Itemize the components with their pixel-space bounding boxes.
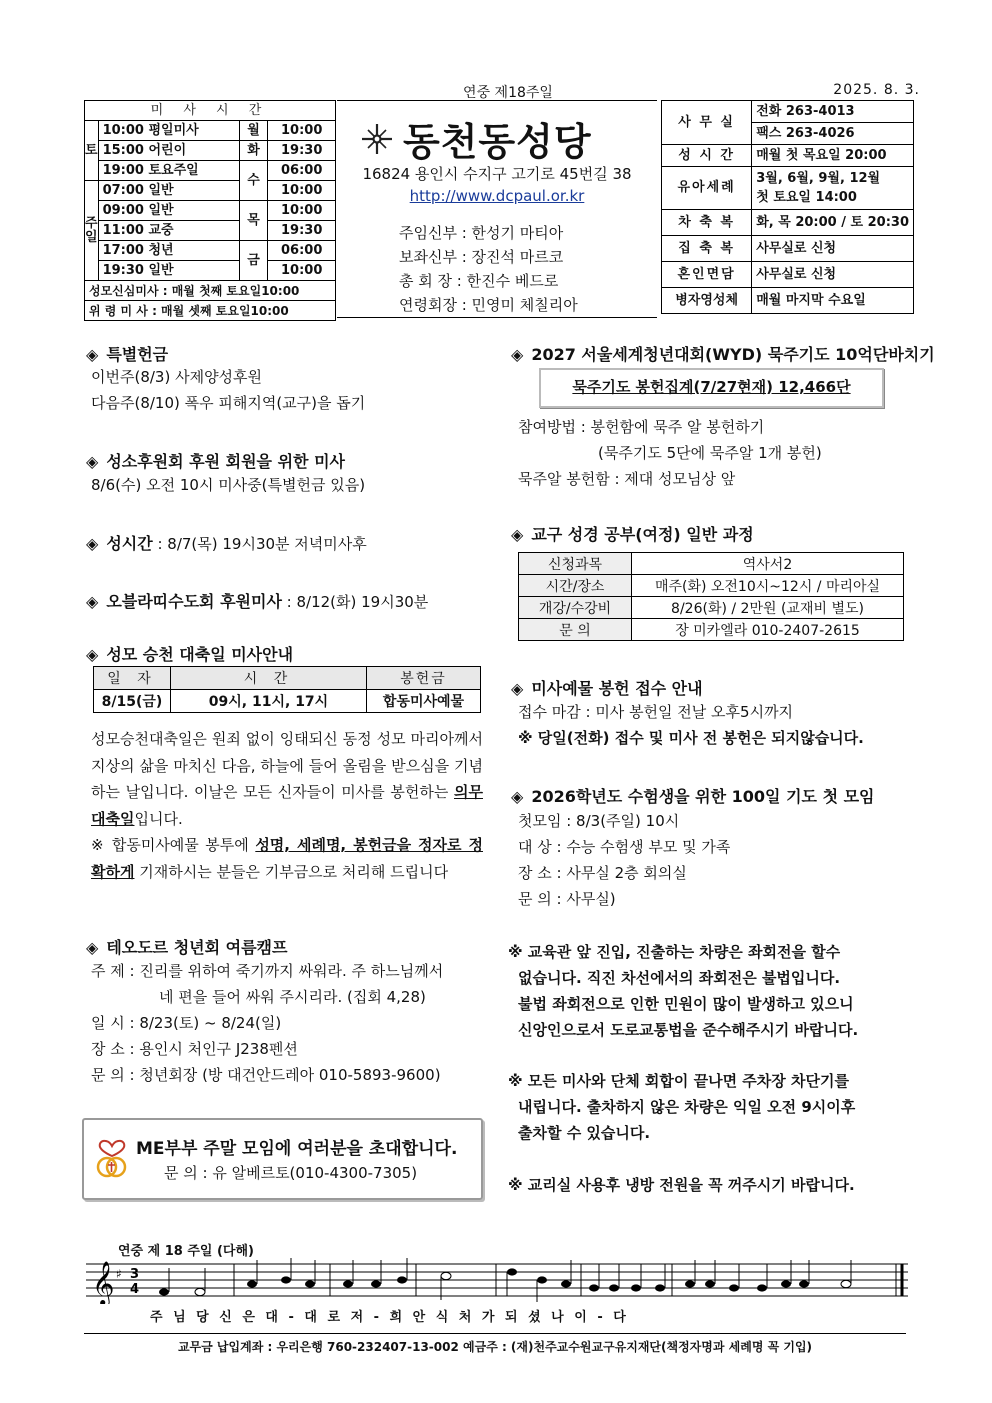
mass-time: 11:00 교중 [98, 221, 239, 241]
section-vocation-mass-title: ◈ 성소후원회 후원 회원을 위한 미사 [86, 452, 345, 471]
church-title-row [359, 111, 592, 166]
week-title: 연중 제18주일 [463, 85, 553, 101]
mass-offering-note: ※ 당일(전화) 접수 및 미사 전 봉헌은 되지않습니다. [518, 729, 864, 747]
church-website-link[interactable]: http://www.dcpaul.or.kr [409, 187, 585, 205]
table-cell: 8/15(금) [94, 690, 171, 713]
section-wyd-title: ◈ 2027 서울세계청년대회(WYD) 묵주기도 10억단바치기 [511, 345, 935, 364]
youth-camp-theme-cont: 네 편을 들어 싸워 주시리라. (집회 4,28) [159, 988, 426, 1006]
office-label: 사 무 실 [662, 101, 752, 145]
staff-pastor: 주임신부 : 한성기 마티아 [399, 224, 564, 242]
staff-list [399, 221, 578, 317]
section-bible-study-title: ◈ 교구 성경 공부(여정) 일반 과정 [511, 525, 754, 544]
staff-funeral-head: 연령회장 : 민영미 체칠리아 [399, 296, 578, 314]
footer-bank-info: 교무금 납입계좌 : 우리은행 760-232407-13-002 예금주 : (재)천주교수원교구유지재단(책정자명과 세례명 꼭 기입) [177, 1340, 813, 1354]
table-value: 장 미카엘라 010-2407-2615 [632, 619, 904, 641]
music-staff [86, 1254, 908, 1304]
mass-time: 09:00 일반 [98, 201, 239, 221]
mass-time: 19:00 토요주일 [98, 161, 239, 181]
office-table [661, 100, 914, 314]
me-invitation-box [82, 1118, 483, 1200]
svg-text:♯: ♯ [116, 1267, 122, 1281]
mass-time: 19:30 일반 [98, 261, 239, 281]
youth-camp-date: 일 시 : 8/23(토) ~ 8/24(일) [91, 1014, 282, 1032]
assumption-table [93, 666, 481, 713]
me-heart-logo-icon [94, 1134, 130, 1180]
weekday-time: 19:30 [268, 141, 336, 161]
office-key: 성 시 간 [662, 145, 752, 167]
aircon-notice: ※ 교리실 사용후 냉방 전원을 꼭 꺼주시기 바랍니다. [508, 1176, 855, 1194]
me-invitation-contact: 문 의 : 유 알베르토(010-4300-7305) [164, 1164, 418, 1182]
office-fax: 팩스 263-4026 [752, 123, 914, 145]
table-header: 봉헌금 [367, 667, 481, 690]
weekday-label: 목 [239, 201, 268, 241]
obligation-feast-text: 의무 대축일 [91, 783, 483, 828]
table-value: 매주(화) 오전10시~12시 / 마리아실 [632, 575, 904, 597]
section-assumption-title: ◈ 성모 승천 대축일 미사안내 [86, 645, 294, 664]
bible-study-table [518, 552, 904, 641]
office-value: 매월 마지막 수요일 [752, 288, 914, 314]
exam-prayer-target: 대 상 : 수능 수험생 부모 및 가족 [518, 838, 731, 856]
vocation-mass-detail: 8/6(수) 오전 10시 미사중(특별헌금 있음) [91, 476, 366, 494]
weekday-label: 월 [239, 121, 268, 141]
office-key: 차 축 복 [662, 210, 752, 236]
table-header: 일 자 [94, 667, 171, 690]
table-value: 역사서2 [632, 553, 904, 575]
office-value-line: 3월, 6월, 9월, 12월 [756, 171, 881, 186]
saturday-label: 토 [85, 121, 99, 181]
rosary-count-box: 묵주기도 봉헌집계(7/27현재) 12,466단 [539, 368, 884, 408]
traffic-notice: ※ 교육관 앞 진입, 진출하는 차량은 좌회전을 할수 없습니다. 직진 차선에서의 좌회전은 불법입니다. 불법 좌회전으로 인한 민원이 많이 발생하고 있으니 신앙인으로서 도로교통법을 준수해주시기 바랍니다. [508, 943, 859, 1039]
office-value [752, 167, 914, 210]
staff-president: 총 회 장 : 한진수 베드로 [399, 272, 559, 290]
weekday-time: 06:00 [268, 241, 336, 261]
youth-camp-place: 장 소 : 용인시 처인구 J238펜션 [91, 1040, 298, 1058]
me-invitation-title: ME부부 주말 모임에 여러분을 초대합니다. [136, 1139, 458, 1159]
wyd-offering-box: 묵주알 봉헌함 : 제대 성모님상 앞 [518, 470, 736, 488]
exam-prayer-contact: 문 의 : 사무실) [518, 890, 616, 908]
cross-logo-icon [359, 121, 395, 157]
section-mass-offering-title: ◈ 미사예물 봉헌 접수 안내 [511, 679, 703, 698]
staff-assistant: 보좌신부 : 장진석 마르코 [399, 248, 564, 266]
bulletin-date: 2025. 8. 3. [833, 82, 920, 98]
weekday-label: 금 [239, 241, 268, 281]
table-key: 문 의 [519, 619, 632, 641]
office-key: 집 축 복 [662, 236, 752, 262]
assumption-description: 성모승천대축일은 원죄 없이 잉태되신 동정 성모 마리아께서 지상의 삶을 마치신 다음, 하늘에 들어 올림을 받으심을 기념하는 날입니다. 이날은 모든 신자들이 미사를 봉헌하는 의무 대축일입니다. ※ 합동미사예물 봉투에 성명, 세례명, 봉헌금을 정자로 정확하게 기재하시는 분들은 기부금으로 처리해 드립니다 [91, 730, 483, 881]
svg-text:3: 3 [130, 1267, 140, 1282]
office-value: 화, 목 20:00 / 토 20:30 [752, 210, 914, 236]
svg-text:4: 4 [130, 1282, 140, 1297]
psalm-lyrics: 주 님 당 신 은 대 - 대 로 저 - 희 안 식 처 가 되 셨 나 이 - 다 [150, 1310, 629, 1325]
church-info [337, 100, 657, 318]
office-key: 혼인면담 [662, 262, 752, 288]
exam-prayer-place: 장 소 : 사무실 2층 회의실 [518, 864, 687, 882]
special-collection-this-week: 이번주(8/3) 사제양성후원 [91, 368, 263, 386]
mass-schedule-table [84, 100, 336, 321]
table-key: 시간/장소 [519, 575, 632, 597]
table-key: 신청과목 [519, 553, 632, 575]
section-exam-prayer-title: ◈ 2026학년도 수험생을 위한 100일 기도 첫 모임 [511, 787, 875, 806]
church-address: 16824 용인시 수지구 고기로 45번길 38 [362, 165, 632, 183]
section-holy-hour: ◈ 성시간 : 8/7(목) 19시30분 저녁미사후 [86, 534, 367, 553]
youth-camp-theme: 주 제 : 진리를 위하여 죽기까지 싸워라. 주 하느님께서 [91, 962, 444, 980]
office-phone: 전화 263-4013 [752, 101, 914, 123]
donation-instruction-text: 성명, 세례명, 봉헌금을 정자로 정확하게 [91, 836, 483, 881]
mass-offering-deadline: 접수 마감 : 미사 봉헌일 전날 오후5시까지 [518, 703, 794, 721]
psalm-title: 연중 제 18 주일 (다해) [118, 1244, 254, 1259]
section-oblate-mass: ◈ 오블라띠수도회 후원미사 : 8/12(화) 19시30분 [86, 592, 429, 611]
office-value: 매월 첫 목요일 20:00 [752, 145, 914, 167]
weekday-label: 수 [239, 161, 268, 201]
weekday-label: 화 [239, 141, 268, 161]
office-value-line: 첫 토요일 14:00 [756, 190, 857, 205]
table-value: 8/26(화) / 2만원 (교재비 별도) [632, 597, 904, 619]
church-name: 동천동성당 [403, 120, 592, 164]
requiem-mass-info: 위 령 미 사 : 매월 셋째 토요일10:00 [85, 301, 336, 321]
office-key: 유아세례 [662, 167, 752, 210]
wyd-participation: 참여방법 : 봉헌함에 묵주 알 봉헌하기 [518, 418, 765, 436]
table-cell: 합동미사예물 [367, 690, 481, 713]
office-value: 사무실로 신청 [752, 262, 914, 288]
parking-notice: ※ 모든 미사와 단체 회합이 끝나면 주차장 차단기를 내립니다. 출차하지 않은 차량은 익일 오전 9시이후 출차할 수 있습니다. [508, 1072, 856, 1142]
marian-mass-info: 성모신심미사 : 매월 첫째 토요일10:00 [85, 281, 336, 301]
special-collection-next-week: 다음주(8/10) 폭우 피해지역(교구)을 돕기 [91, 394, 366, 412]
mass-time: 17:00 청년 [98, 241, 239, 261]
weekday-time: 10:00 [268, 181, 336, 201]
section-youth-camp-title: ◈ 테오도르 청년회 여름캠프 [86, 938, 288, 957]
weekday-time: 10:00 [268, 201, 336, 221]
section-special-collection-title: ◈ 특별헌금 [86, 345, 169, 364]
wyd-participation-note: (묵주기도 5단에 묵주알 1개 봉헌) [598, 444, 822, 462]
sunday-label: 주일 [85, 181, 99, 281]
weekday-time: 19:30 [268, 221, 336, 241]
table-header: 시 간 [171, 667, 367, 690]
footer-divider [84, 1333, 906, 1334]
office-value: 사무실로 신청 [752, 236, 914, 262]
treble-clef-icon: 𝄞 [92, 1261, 115, 1304]
weekday-time: 06:00 [268, 161, 336, 181]
mass-schedule-title: 미 사 시 간 [85, 101, 336, 121]
table-key: 개강/수강비 [519, 597, 632, 619]
youth-camp-contact: 문 의 : 청년회장 (방 대건안드레아 010-5893-9600) [91, 1066, 441, 1084]
exam-prayer-first: 첫모임 : 8/3(주일) 10시 [518, 812, 680, 830]
mass-time: 07:00 일반 [98, 181, 239, 201]
office-key: 병자영성체 [662, 288, 752, 314]
mass-time: 15:00 어린이 [98, 141, 239, 161]
weekday-time: 10:00 [268, 261, 336, 281]
weekday-time: 10:00 [268, 121, 336, 141]
table-cell: 09시, 11시, 17시 [171, 690, 367, 713]
mass-time: 10:00 평일미사 [98, 121, 239, 141]
